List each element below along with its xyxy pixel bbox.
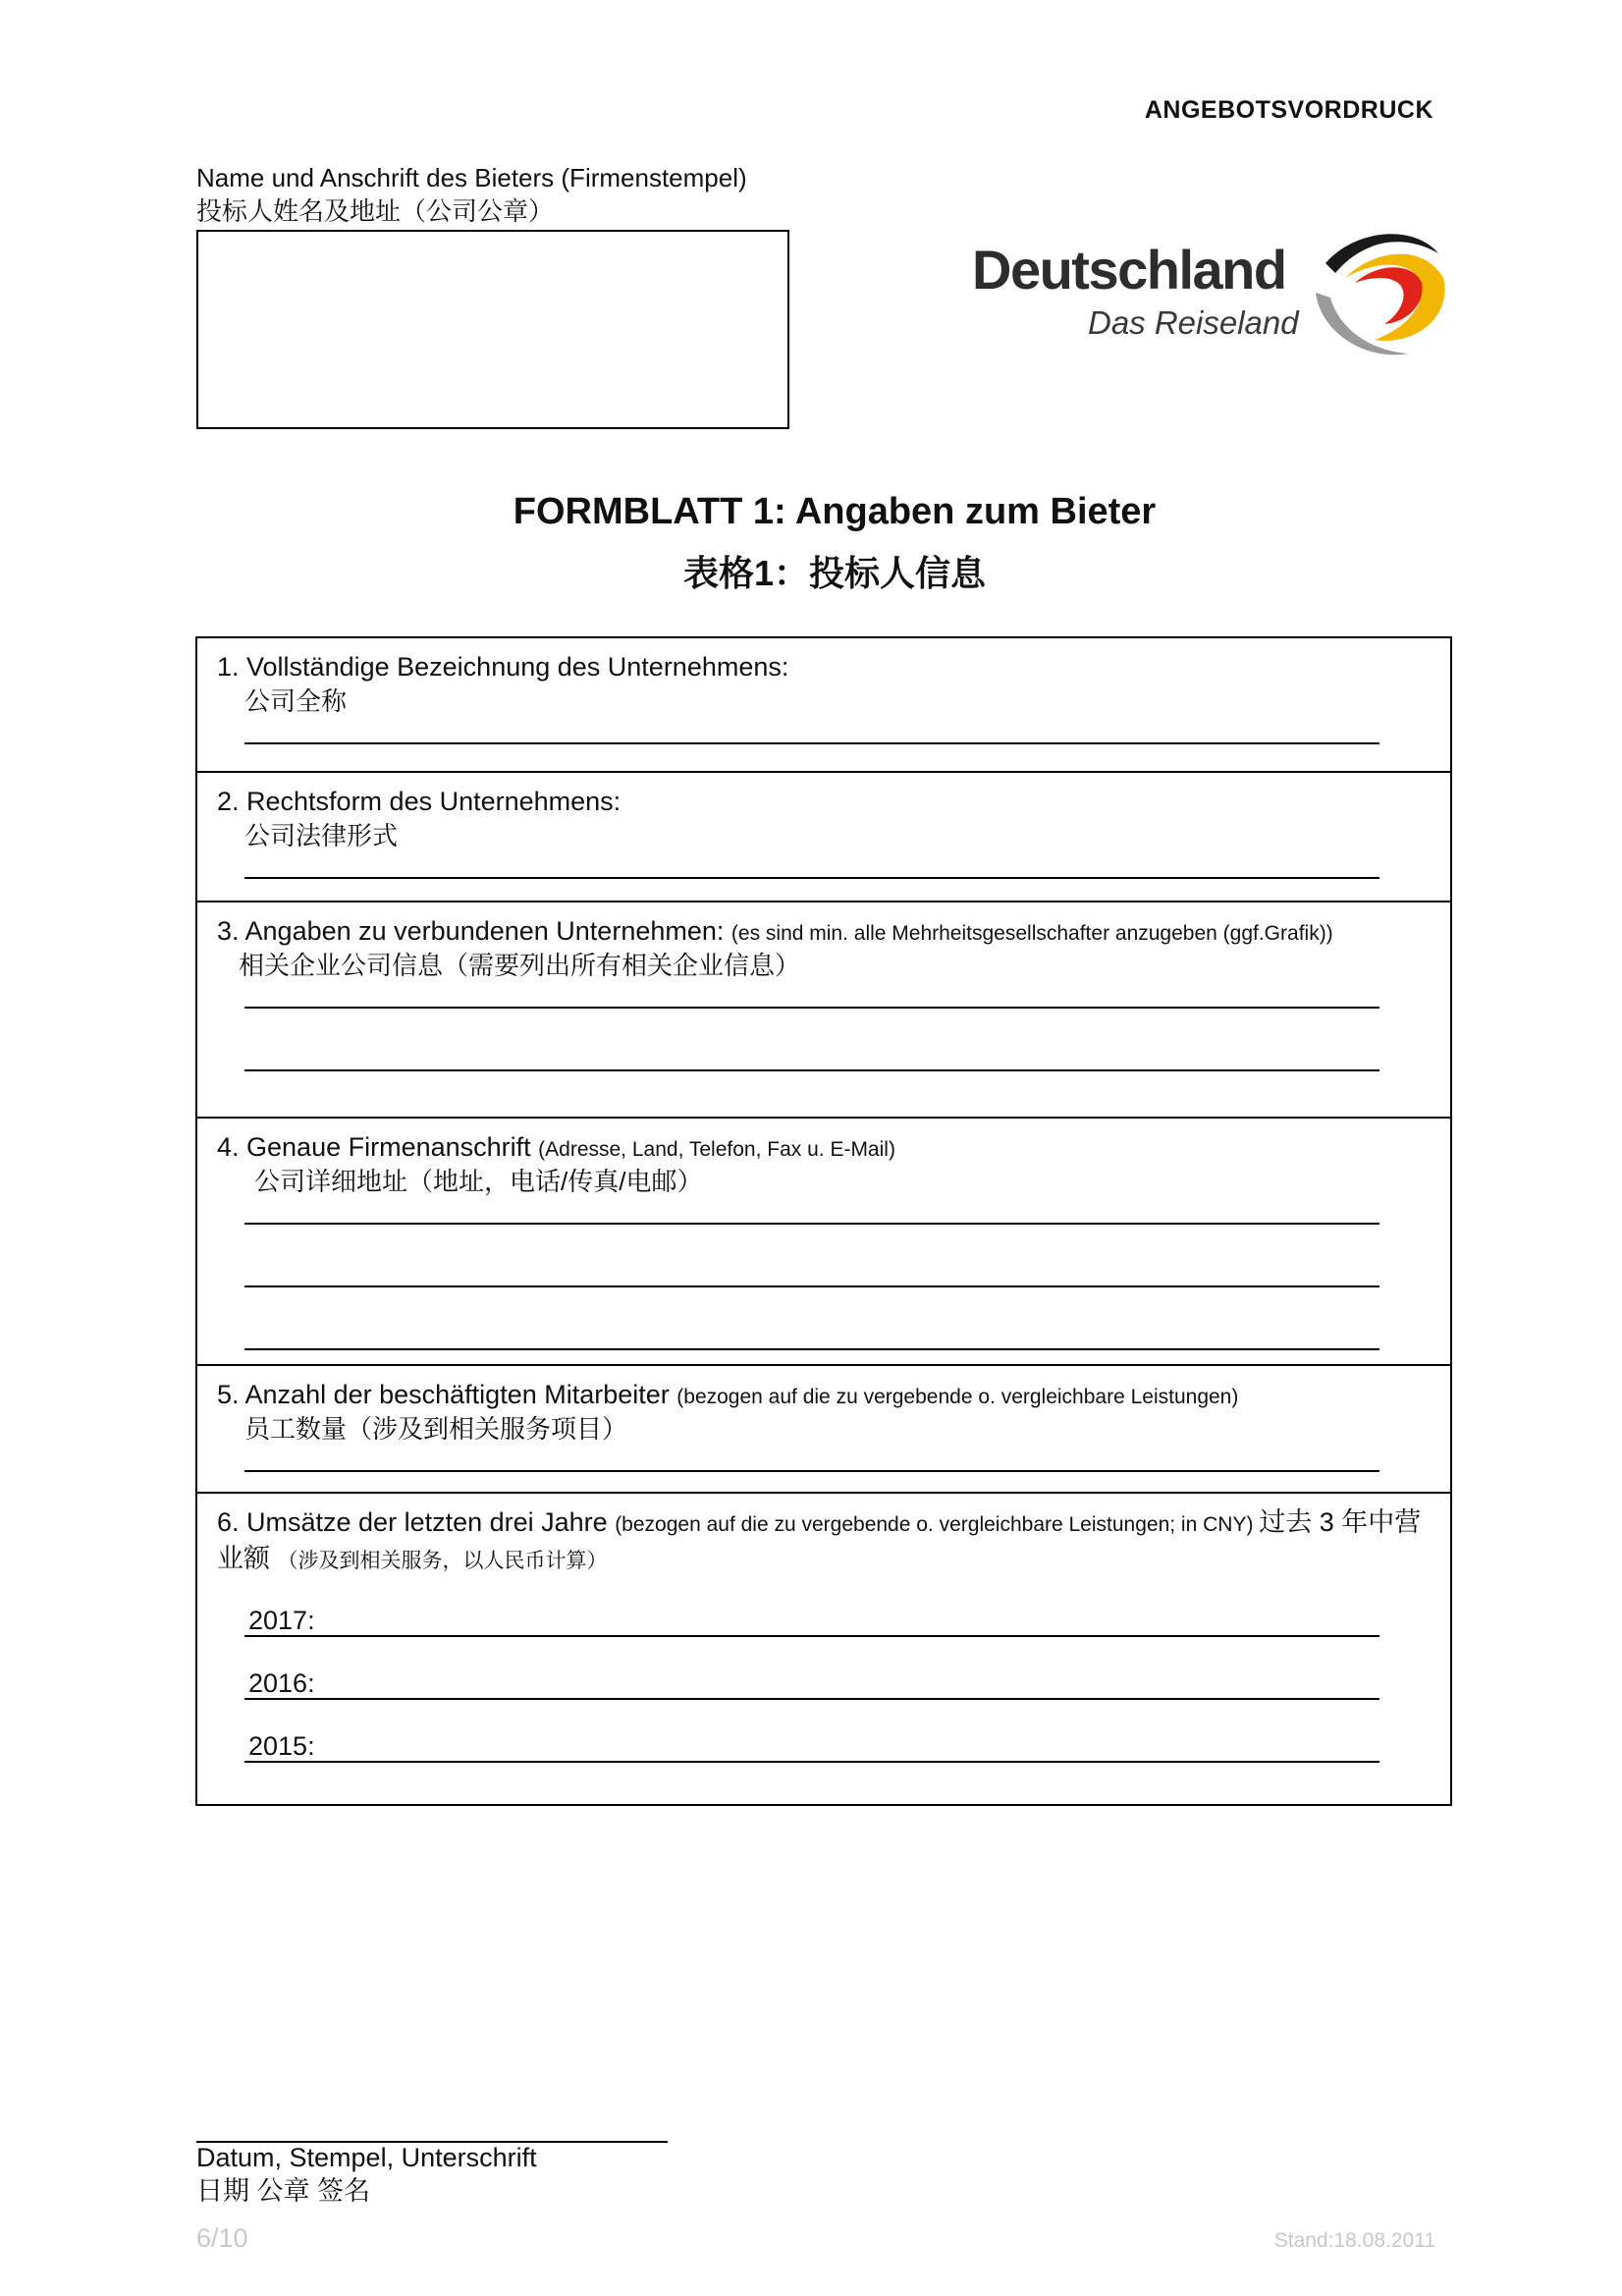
signature-label-de: Datum, Stempel, Unterschrift <box>196 2143 537 2172</box>
section-5-zh: 员工数量（涉及到相关服务项目） <box>244 1414 628 1444</box>
revenue-year-label: 2016: <box>248 1668 315 1698</box>
document-type: ANGEBOTSVORDRUCK <box>1144 96 1433 124</box>
section-company-address <box>195 1117 1452 1366</box>
section-2-zh: 公司法律形式 <box>244 821 399 850</box>
revenue-input-2017[interactable] <box>244 1635 1379 1637</box>
logo-wordmark: Deutschland <box>972 239 1286 301</box>
section-4-heading: 4. Genaue Firmenanschrift <box>217 1132 539 1162</box>
section-4-zh: 公司详细地址（地址，电话/传真/电邮） <box>254 1167 703 1196</box>
bidder-label <box>196 161 747 228</box>
bidder-info-form <box>195 636 1452 1806</box>
section-1-zh: 公司全称 <box>244 686 348 716</box>
logo-tagline: Das Reiseland <box>1088 304 1299 341</box>
section-4-note: (Adresse, Land, Telefon, Fax u. E-Mail) <box>538 1138 895 1161</box>
logo-swirl-icon <box>1306 224 1453 366</box>
employee-count-input[interactable] <box>244 1470 1379 1472</box>
revenue-year-label: 2015: <box>248 1731 315 1761</box>
section-legal-form <box>195 771 1452 902</box>
section-6-note-zh: （涉及到相关服务，以人民币计算） <box>277 1550 608 1572</box>
section-3-note: (es sind min. alle Mehrheitsgesellschafter anzugeben (ggf.Grafik)) <box>730 922 1333 945</box>
section-company-name <box>195 636 1452 773</box>
bidder-label-de: Name und Anschrift des Bieters (Firmenstempel) <box>196 163 747 192</box>
affiliated-companies-input-1[interactable] <box>244 1007 1379 1009</box>
section-employee-count <box>195 1364 1452 1494</box>
section-2-heading: 2. Rechtsform des Unternehmens: <box>217 787 622 816</box>
form-title-zh: 表格1：投标人信息 <box>682 553 987 593</box>
section-revenue <box>195 1492 1452 1806</box>
signature-label <box>196 2141 537 2208</box>
bidder-label-zh: 投标人姓名及地址（公司公章） <box>196 196 555 226</box>
signature-label-zh: 日期 公章 签名 <box>196 2176 371 2206</box>
company-address-input-1[interactable] <box>244 1223 1379 1225</box>
section-6-note: (bezogen auf die zu vergebende o. vergleichbare Leistungen; in CNY) <box>615 1513 1260 1536</box>
form-title-de: FORMBLATT 1: Angaben zum Bieter <box>513 491 1157 532</box>
page-number: 6/10 <box>196 2223 248 2253</box>
company-address-input-3[interactable] <box>244 1348 1379 1350</box>
affiliated-companies-input-2[interactable] <box>244 1069 1379 1071</box>
section-6-heading-zh: 过去 3 年中营业额 <box>217 1507 1422 1573</box>
revenue-year-label: 2017: <box>248 1606 315 1635</box>
section-1-heading: 1. Vollständige Bezeichnung des Unternehmens: <box>217 652 789 682</box>
section-3-zh: 相关企业公司信息（需要列出所有相关企业信息） <box>239 951 801 980</box>
company-name-input[interactable] <box>244 742 1379 744</box>
revenue-input-2015[interactable] <box>244 1761 1379 1763</box>
section-affiliated-companies <box>195 901 1452 1119</box>
section-3-heading: 3. Angaben zu verbundenen Unternehmen: <box>217 916 731 946</box>
section-5-heading: 5. Anzahl der beschäftigten Mitarbeiter <box>217 1380 677 1409</box>
deutschland-logo <box>972 224 1463 366</box>
section-6-heading: 6. Umsätze der letzten drei Jahre <box>217 1507 616 1537</box>
bidder-stamp-field[interactable] <box>196 230 789 429</box>
revenue-input-2016[interactable] <box>244 1698 1379 1700</box>
legal-form-input[interactable] <box>244 877 1379 879</box>
company-address-input-2[interactable] <box>244 1285 1379 1287</box>
section-5-note: (bezogen auf die zu vergebende o. vergleichbare Leistungen) <box>676 1386 1239 1408</box>
revision-date: Stand:18.08.2011 <box>1273 2229 1435 2252</box>
